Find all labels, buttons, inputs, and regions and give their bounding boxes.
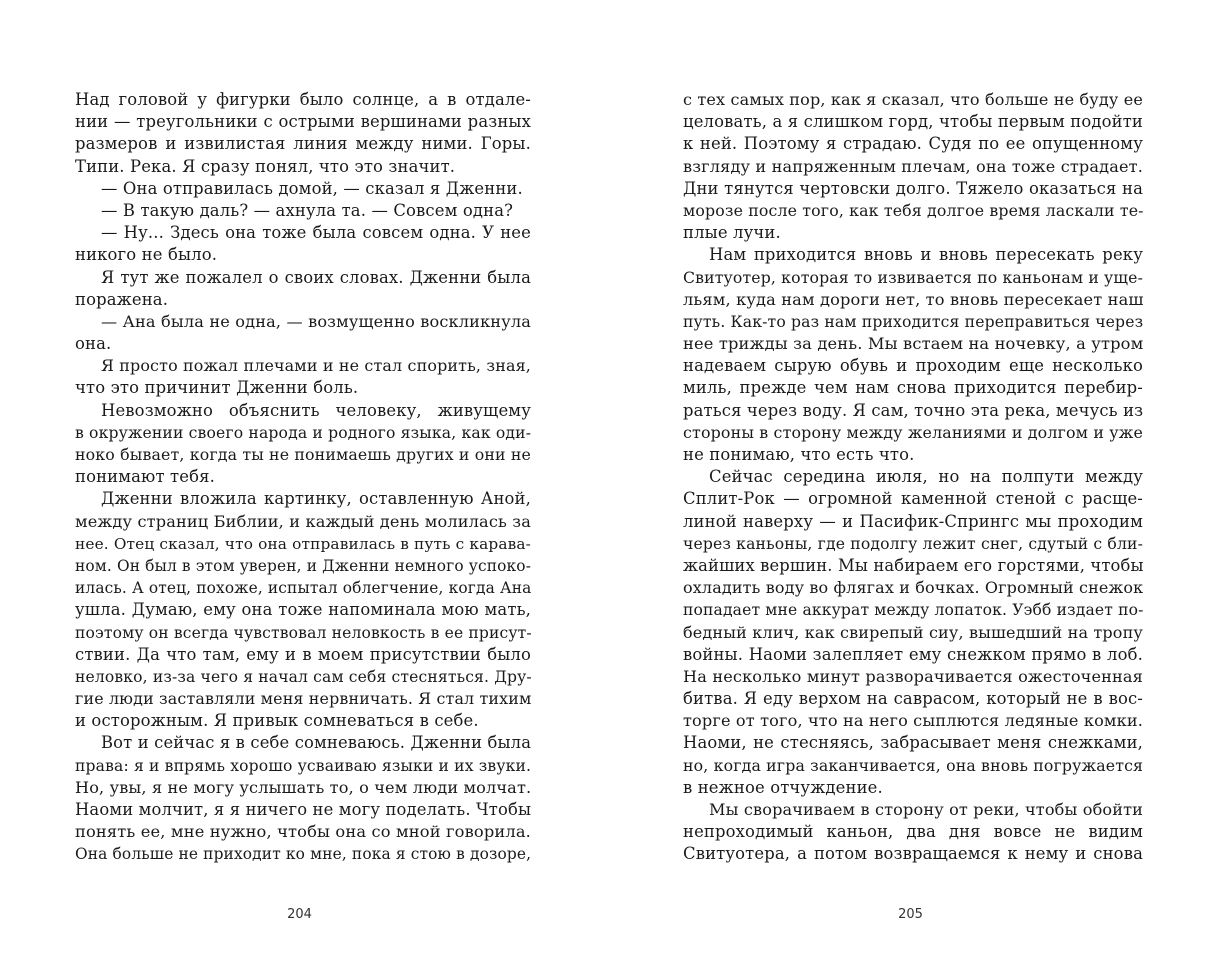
text-line: линой наверху — и Пасифик-Спрингс мы проходим	[683, 511, 1143, 531]
text-line: через каньоны, где подолгу лежит снег, сдутый с бли-	[683, 534, 1143, 553]
text-line: Сейчас середина июля, но на полпути между	[709, 467, 1143, 487]
text-line: нее. Отец сказал, что она отправилась в путь с карава-	[75, 534, 531, 553]
text-line: бедный клич, как свирепый сиу, вышедший на тропу	[683, 622, 1143, 642]
left-page-text	[75, 89, 531, 866]
text-line: — В такую даль? — ахнула та. — Совсем одна?	[101, 200, 514, 220]
text-line: размеров и извилистая линия между ними. Горы.	[75, 134, 531, 154]
text-line: взгляду и напряженным плечам, она тоже страдает.	[683, 156, 1143, 176]
text-line: охладить воду во флягах и бочках. Огромный снежок	[683, 578, 1144, 598]
text-line: Типи. Река. Я сразу понял, что это значит.	[75, 156, 456, 176]
text-line: целовать, а я слишком горд, чтобы первым подойти	[683, 112, 1143, 132]
text-line: Свитуотер, которая то извивается по каньонам и уще-	[683, 267, 1144, 287]
text-line: гие люди заставляли меня нервничать. Я стал тихим	[75, 689, 532, 709]
text-line: Мы сворачиваем в сторону от реки, чтобы обойти	[709, 800, 1144, 819]
text-line: Над головой у фигурки было солнце, а в отдале-	[75, 90, 531, 109]
text-line: ушла. Думаю, ему она тоже напоминала мою мать,	[75, 600, 531, 620]
text-line: Но, увы, я не могу услышать то, о чем люди молчат.	[75, 777, 532, 797]
text-line: — Ну... Здесь она тоже была совсем одна. У нее	[101, 223, 531, 243]
text-line: раться через воду. Я сам, точно эта река, мечусь из	[683, 400, 1144, 420]
text-line: но, когда игра заканчивается, она вновь погружается	[683, 755, 1144, 775]
text-line: илась. А отец, похоже, испытал облегчение, когда Ана	[75, 579, 532, 598]
text-line: надеваем сырую обувь и проходим еще несколько	[683, 356, 1143, 376]
text-line: стороны в сторону между желаниями и долгом и уже	[683, 422, 1143, 442]
text-line: — Ана была не одна, — возмущенно воскликнула	[101, 311, 531, 331]
text-line: На несколько минут разворачивается ожесточенная	[683, 666, 1143, 686]
text-line: битва. Я еду верхом на саврасом, который не в вос-	[683, 689, 1143, 709]
text-line: что это причинит Дженни боль.	[75, 378, 359, 398]
left-page-number: 204	[287, 907, 312, 922]
text-line: плые лучи.	[683, 223, 781, 243]
text-line: морозе после того, как тебя долгое время ласкали те-	[683, 200, 1144, 220]
text-line: поражена.	[75, 289, 169, 309]
text-line: — Она отправилась домой, — сказал я Дженни.	[101, 178, 523, 198]
text-line: Невозможно объяснить человеку, живущему	[101, 400, 531, 420]
text-line: торге от того, что на него сыплются ледяные комки.	[683, 711, 1143, 731]
text-line: жайших вершин. Мы набираем его горстями, чтобы	[683, 555, 1144, 575]
right-page	[607, 0, 1214, 971]
text-line: ном. Он был в этом уверен, и Дженни немного успоко-	[75, 556, 532, 575]
text-line: и осторожным. Я привык сомневаться в себе.	[75, 711, 479, 731]
text-line: между страниц Библии, и каждый день молилась за	[75, 511, 531, 531]
text-line: Наоми, не стесняясь, забрасывает меня снежками,	[683, 733, 1143, 753]
text-line: непроходимый каньон, два дня вовсе не видим	[683, 822, 1143, 842]
text-line: льям, куда нам дороги нет, то вновь пересекает наш	[683, 289, 1144, 309]
text-line: понять ее, мне нужно, чтобы она со мной говорила.	[75, 822, 531, 842]
text-line: ноко бывает, когда ты не понимаешь других и они не	[75, 445, 531, 464]
text-line: нии — треугольники с острыми вершинами разных	[75, 112, 531, 132]
text-line: Я тут же пожалел о своих словах. Дженни была	[101, 267, 531, 287]
text-line: не понимаю, что есть что.	[683, 445, 915, 464]
text-line: Дни тянутся чертовски долго. Тяжело оказаться на	[683, 178, 1143, 198]
text-line: ствии. Да что там, ему и в моем присутствии было	[75, 644, 531, 664]
text-line: путь. Как-то раз нам приходится переправиться через	[683, 312, 1144, 331]
text-line: права: я и впрямь хорошо усваиваю языки и их звуки.	[75, 756, 532, 775]
text-line: она.	[75, 334, 112, 354]
text-line: Я просто пожал плечами и не стал спорить, зная,	[101, 356, 531, 376]
text-line: попадает мне аккурат между лопаток. Уэбб издает по-	[683, 601, 1144, 620]
text-line: с тех самых пор, как я сказал, что больше не буду ее	[683, 90, 1143, 109]
text-line: неловко, из-за чего я начал сам себя стесняться. Дру-	[75, 667, 532, 686]
text-line: Сплит-Рок — огромной каменной стеной с расще-	[683, 489, 1143, 509]
right-page-text	[683, 89, 1143, 866]
text-line: нее трижды за день. Мы встаем на ночевку, а утром	[683, 334, 1144, 354]
text-line: в нежное отчуждение.	[683, 777, 883, 797]
text-line: Наоми молчит, я я ничего не могу поделать. Чтобы	[75, 800, 532, 819]
text-line: понимают тебя.	[75, 467, 215, 487]
right-page-number: 205	[898, 907, 923, 922]
text-line: Она больше не приходит ко мне, пока я стою в дозоре,	[75, 845, 532, 864]
text-line: в окружении своего народа и родного языка, как оди-	[75, 423, 532, 442]
text-line: к ней. Поэтому я страдаю. Судя по ее опущенному	[683, 134, 1143, 154]
text-line: войны. Наоми залепляет ему снежком прямо в лоб.	[683, 644, 1143, 664]
text-line: Вот и сейчас я в себе сомневаюсь. Дженни была	[101, 733, 532, 753]
text-line: никого не было.	[75, 245, 218, 265]
text-line: Свитуотера, а потом возвращаемся к нему и снова	[683, 844, 1143, 864]
text-line: Нам приходится вновь и вновь пересекать реку	[709, 245, 1143, 265]
text-line: Дженни вложила картинку, оставленную Аной,	[101, 489, 531, 509]
text-line: миль, прежде чем нам снова приходится перебир-	[683, 378, 1143, 398]
text-line: поэтому он всегда чувствовал неловкость в ее присут-	[75, 623, 532, 642]
